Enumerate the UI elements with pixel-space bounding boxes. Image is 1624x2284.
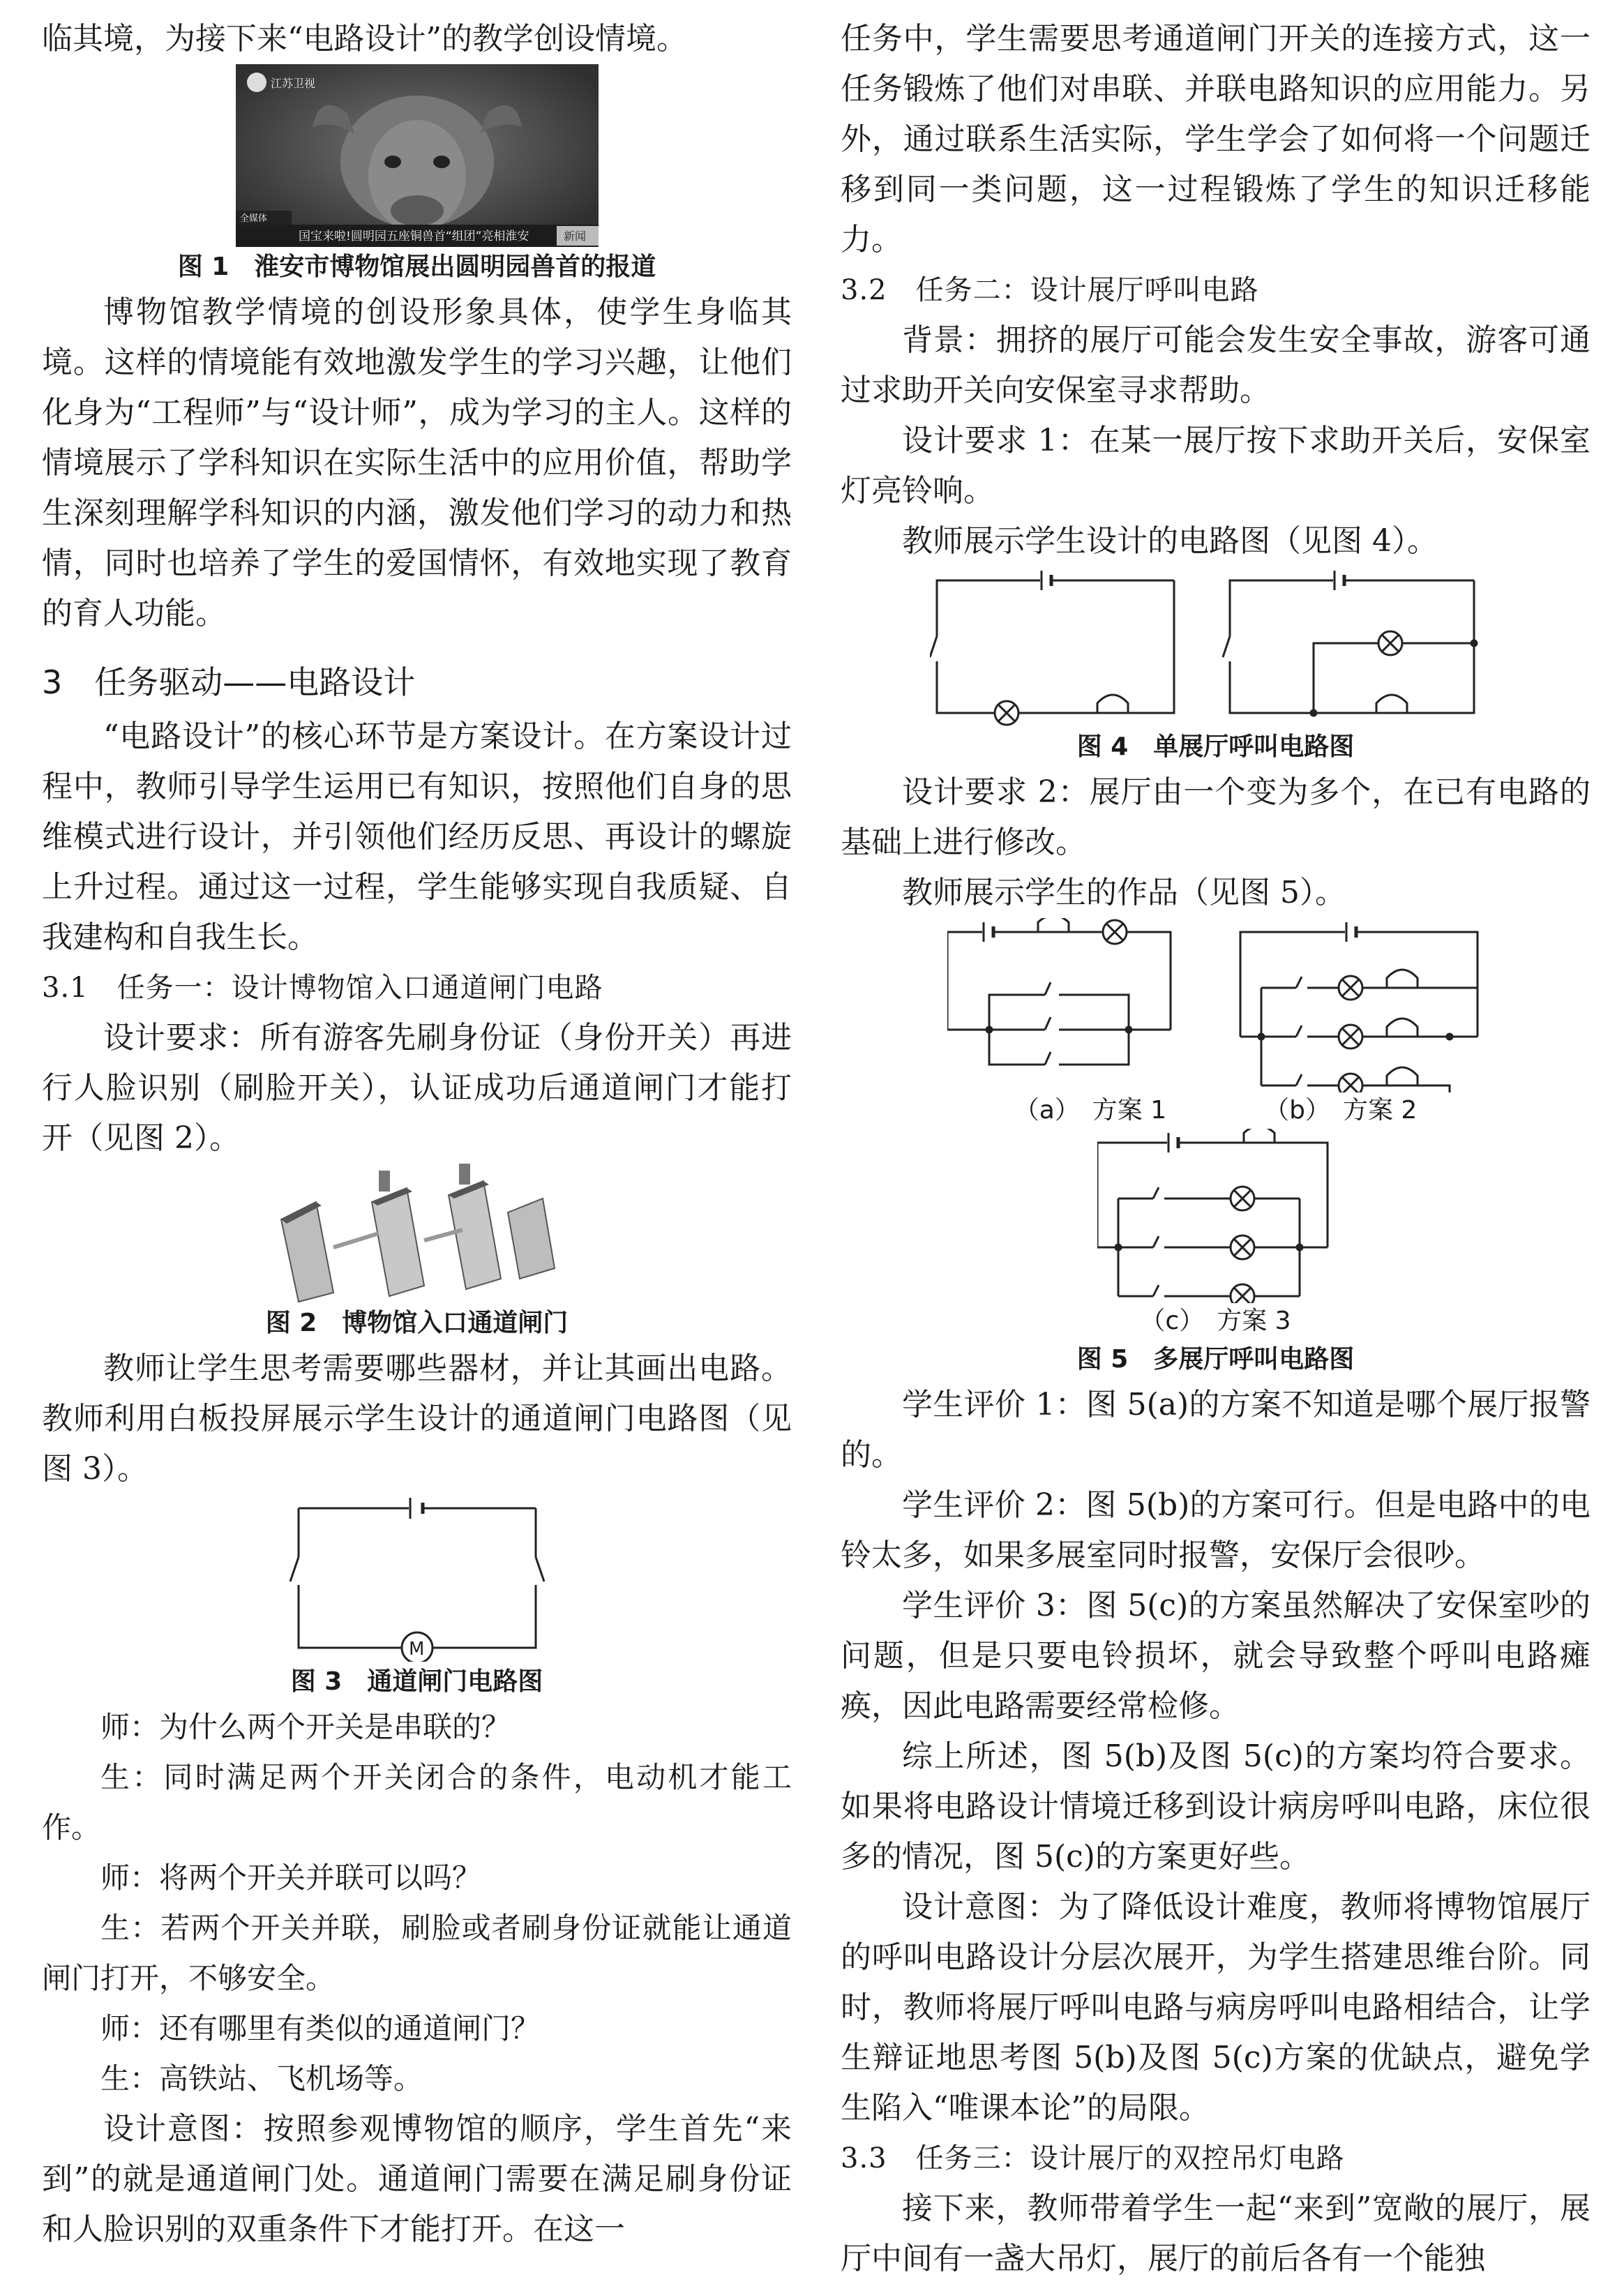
paragraph-evaluation-2: 学生评价 2：图 5(b)的方案可行。但是电路中的电铃太多，如果多展室同时报警，安保厅会很吵。	[841, 1487, 1591, 1573]
figure-2-turnstile-gates	[267, 1164, 567, 1303]
paragraph-section-3: “电路设计”的核心环节是方案设计。在方案设计过程中，教师引导学生运用已有知识，按照他们自身的思维模式进行设计，并引领他们经历反思、再设计的螺旋上升过程。通过这一过程，学生能够实现自我质疑、自我建构和自我生长。	[42, 719, 792, 955]
paragraph-intro-end: 临其境，为接下来“电路设计”的教学创设情境。	[42, 21, 687, 57]
paragraph-design-intent-1-continued: 任务中，学生需要思考通道闸门开关的连接方式，这一任务锻炼了他们对串联、并联电路知识的应用能力。另外，通过联系生活实际，学生学会了如何将一个问题迁移到同一类问题，这一过程锻炼了学生的知识迁移能力。	[841, 21, 1591, 257]
circuit-5a	[947, 918, 1171, 1065]
figure-2-caption: 图 2 博物馆入口通道闸门	[265, 1309, 569, 1337]
figure-4-caption: 图 4 单展厅呼叫电路图	[1076, 732, 1355, 761]
switch-icon	[1223, 636, 1230, 657]
paragraph-evaluation-3: 学生评价 3：图 5(c)的方案虽然解决了安保室吵的问题，但是只要电铃损坏，就会导致整个呼叫电路瘫痪，因此电路需要经常检修。	[841, 1588, 1591, 1724]
bell-icon	[1097, 695, 1128, 713]
dialogue-line: 师：将两个开关并联可以吗？	[100, 1861, 482, 1895]
subcaption-b: （b） 方案 2	[1264, 1096, 1418, 1125]
paragraph-summary: 综上所述，图 5(b)及图 5(c)的方案均符合要求。如果将电路设计情境迁移到设计病房呼叫电路，床位很多的情况，图 5(c)的方案更好些。	[841, 1738, 1591, 1874]
switch-icon	[930, 636, 937, 657]
circuit-4b	[1223, 571, 1477, 716]
figure-5ab-multi-hall-circuits	[947, 918, 1484, 1092]
tv-logo-text: 江苏卫视	[270, 77, 315, 90]
paragraph-figure-3-intro: 教师让学生思考需要哪些器材，并让其画出电路。教师利用白板投屏展示学生设计的通道闸门电路图（见图 3）。	[42, 1351, 792, 1487]
branch-row	[1261, 970, 1478, 1000]
figure-1-news-screenshot	[236, 64, 599, 247]
figure-5ab-subcaptions	[841, 1092, 1591, 1129]
bell-icon	[1038, 918, 1069, 932]
figure-5c-circuit	[1097, 1129, 1334, 1303]
paragraph-requirement-1: 设计要求 1：在某一展厅按下求助开关后，安保室灯亮铃响。	[841, 423, 1591, 509]
switch-right-icon	[536, 1557, 544, 1581]
switch-icon	[989, 1017, 1051, 1030]
right-column	[841, 14, 1591, 2284]
bell-icon	[1244, 1129, 1275, 1143]
dialogue-line: 师：还有哪里有类似的通道闸门？	[100, 2011, 541, 2045]
figure-3-gate-circuit	[285, 1494, 550, 1662]
left-column	[42, 14, 792, 2255]
circuit-5b	[1240, 922, 1478, 1092]
figure-4-single-hall-circuits	[930, 566, 1502, 727]
dialogue-line: 生：同时满足两个开关闭合的条件，电动机才能工作。	[42, 1760, 792, 1845]
bell-icon	[1363, 1019, 1418, 1037]
lamp-icon	[1339, 1074, 1362, 1092]
news-headline: 国宝来啦!圆明园五座铜兽首“组团”亮相淮安	[298, 230, 529, 243]
section-3-title: 3 任务驱动——电路设计	[42, 663, 416, 701]
bell-icon	[1363, 970, 1418, 988]
dialogue-line: 生：若两个开关并联，刷脸或者刷身份证就能让通道闸门打开，不够安全。	[42, 1911, 792, 1995]
news-badge: 新闻	[563, 230, 586, 243]
paragraph-background: 背景：拥挤的展厅可能会发生安全事故，游客可通过求助开关向安保室寻求帮助。	[841, 322, 1591, 408]
branch-row	[1118, 1187, 1300, 1210]
motor-label: M	[408, 1639, 424, 1660]
paragraph-figure-4-intro: 教师展示学生设计的电路图（见图 4）。	[902, 523, 1438, 559]
bell-icon	[1363, 1067, 1418, 1085]
paragraph-task-3: 接下来，教师带着学生一起“来到”宽敞的展厅，展厅中间有一盏大吊灯，展厅的前后各有一个能独	[841, 2191, 1591, 2276]
switch-left-icon	[290, 1557, 299, 1581]
paragraph-figure-5-intro: 教师展示学生的作品（见图 5）。	[902, 875, 1346, 910]
dialogue-line: 生：高铁站、飞机场等。	[100, 2061, 423, 2096]
lamp-icon	[1231, 1284, 1254, 1303]
subcaption-c: （c） 方案 3	[1140, 1307, 1291, 1335]
circuit-4a	[930, 571, 1174, 725]
paragraph-design-intent-1: 设计意图：按照参观博物馆的顺序，学生首先“来到”的就是通道闸门处。通道闸门需要在满足刷身份证和人脸识别的双重条件下才能打开。在这一	[42, 2111, 792, 2247]
bell-icon	[1376, 695, 1407, 713]
corner-tag: 全媒体	[239, 213, 267, 224]
dialogue-line: 师：为什么两个开关是串联的？	[100, 1710, 511, 1744]
subcaption-a: （a） 方案 1	[1014, 1096, 1167, 1125]
turnstile-gate-icon	[281, 1164, 555, 1302]
paragraph-museum: 博物馆教学情境的创设形象具体，使学生身临其境。这样的情境能有效地激发学生的学习兴趣，让他们化身为“工程师”与“设计师”，成为学习的主人。这样的情境展示了学科知识在实际生活中的应用价值，帮助学生深刻理解学科知识的内涵，激发他们学习的动力和热情，同时也培养了学生的爱国情怀，有效地实现了教育的育人功能。	[42, 294, 792, 631]
paragraph-design-intent-2: 设计意图：为了降低设计难度，教师将博物馆展厅的呼叫电路设计分层次展开，为学生搭建思维台阶。同时，教师将展厅呼叫电路与病房呼叫电路相结合，让学生辩证地思考图 5(b)及图 5(c)方案的优缺点，避免学生陷入“唯课本论”的局限。	[841, 1889, 1591, 2126]
tv-logo-icon	[247, 73, 266, 92]
paragraph-requirement-2: 设计要求 2：展厅由一个变为多个，在已有电路的基础上进行修改。	[841, 774, 1591, 860]
figure-1-caption: 图 1 淮安市博物馆展出圆明园兽首的报道	[177, 253, 656, 281]
paragraph-task-1-requirement: 设计要求：所有游客先刷身份证（身份开关）再进行人脸识别（刷脸开关），认证成功后通道闸门才能打开（见图 2）。	[42, 1020, 792, 1156]
paragraph-evaluation-1: 学生评价 1：图 5(a)的方案不知道是哪个展厅报警的。	[841, 1387, 1591, 1473]
task-3-title: 3.3 任务三：设计展厅的双控吊灯电路	[841, 2142, 1345, 2174]
task-1-title: 3.1 任务一：设计博物馆入口通道闸门电路	[42, 972, 603, 1004]
figure-3-caption: 图 3 通道闸门电路图	[290, 1667, 543, 1696]
task-2-title: 3.2 任务二：设计展厅呼叫电路	[841, 274, 1259, 306]
figure-5-caption: 图 5 多展厅呼叫电路图	[1076, 1345, 1355, 1374]
